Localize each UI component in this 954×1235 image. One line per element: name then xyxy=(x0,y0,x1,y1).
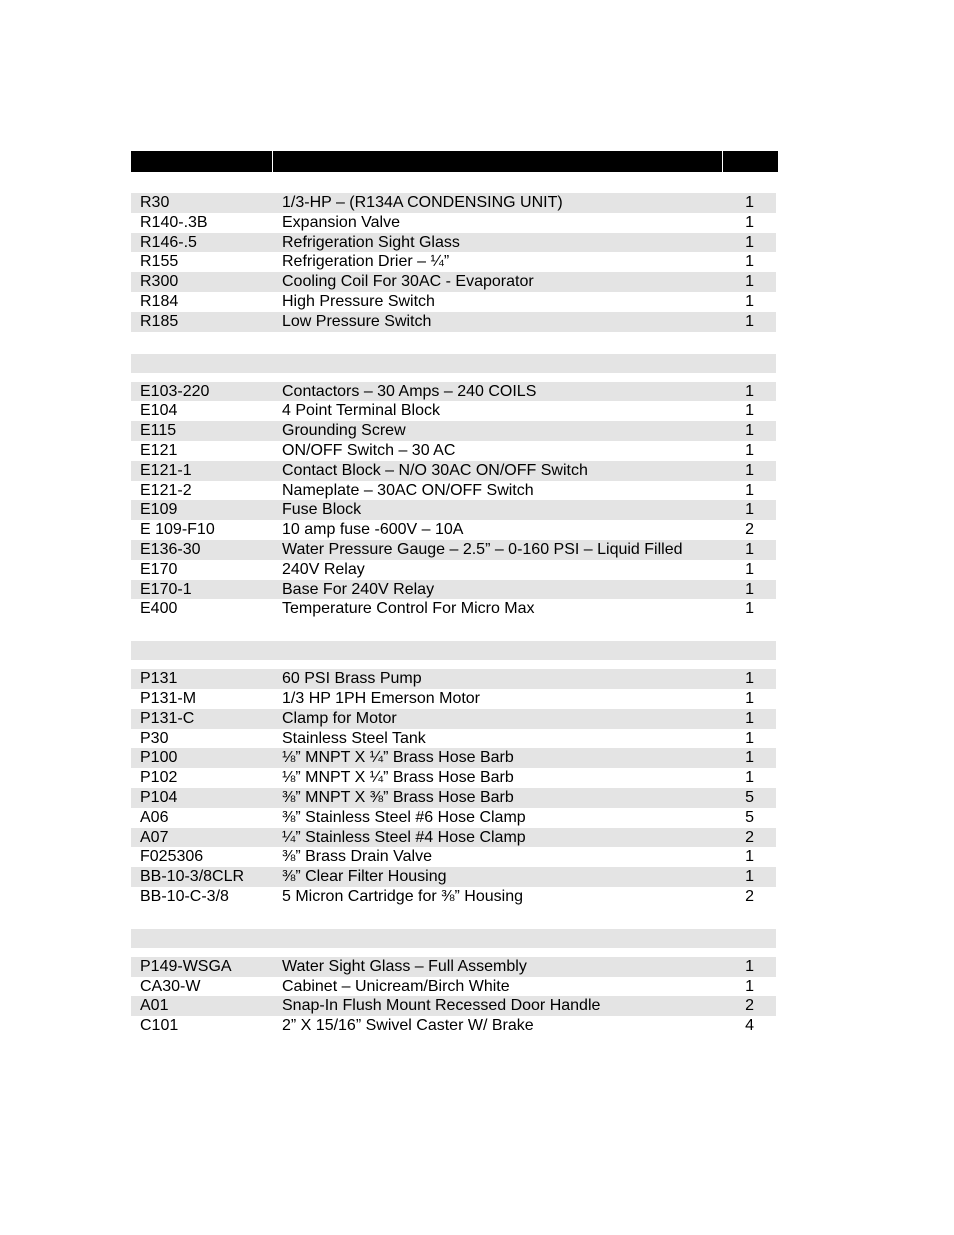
parts-section xyxy=(131,929,778,1036)
part-description: ON/OFF Switch – 30 AC xyxy=(282,441,456,459)
part-description: High Pressure Switch xyxy=(282,292,435,310)
part-description: 2” X 15/16” Swivel Caster W/ Brake xyxy=(282,1017,534,1035)
part-description: Nameplate – 30AC ON/OFF Switch xyxy=(282,481,534,499)
part-number: R155 xyxy=(140,253,179,271)
table-row xyxy=(131,580,776,600)
part-description: Refrigeration Drier – ¼” xyxy=(282,253,450,271)
part-quantity: 1 xyxy=(745,670,754,688)
part-description: Base For 240V Relay xyxy=(282,580,435,598)
part-quantity: 1 xyxy=(745,253,754,271)
part-quantity: 1 xyxy=(745,292,754,310)
table-row xyxy=(131,292,776,312)
part-description: ⅜” MNPT X ⅜” Brass Hose Barb xyxy=(282,788,514,806)
part-quantity: 1 xyxy=(745,233,754,251)
part-number: P30 xyxy=(140,729,169,747)
part-quantity: 1 xyxy=(745,977,754,995)
part-quantity: 1 xyxy=(745,540,754,558)
parts-section xyxy=(131,641,778,907)
sections-container xyxy=(131,193,778,1036)
part-quantity: 1 xyxy=(745,580,754,598)
table-row xyxy=(131,252,776,272)
part-description: Clamp for Motor xyxy=(282,709,397,727)
part-quantity: 1 xyxy=(745,600,754,618)
table-row xyxy=(131,828,776,848)
part-quantity: 2 xyxy=(745,521,754,539)
part-number: E103-220 xyxy=(140,382,210,400)
part-description: ⅜” Stainless Steel #6 Hose Clamp xyxy=(282,808,526,826)
part-description: Refrigeration Sight Glass xyxy=(282,233,460,251)
table-row xyxy=(131,768,776,788)
part-description: ⅜” Clear Filter Housing xyxy=(282,868,447,886)
table-row xyxy=(131,421,776,441)
part-description: Low Pressure Switch xyxy=(282,312,432,330)
section-header-bar xyxy=(131,354,776,373)
table-row xyxy=(131,709,776,729)
part-number: R146-.5 xyxy=(140,233,197,251)
table-row xyxy=(131,996,776,1016)
part-quantity: 1 xyxy=(745,481,754,499)
part-quantity: 1 xyxy=(745,422,754,440)
table-row xyxy=(131,867,776,887)
part-quantity: 5 xyxy=(745,788,754,806)
part-quantity: 2 xyxy=(745,887,754,905)
table-row xyxy=(131,233,776,253)
section-header-bar xyxy=(131,929,776,948)
part-number: C101 xyxy=(140,1017,179,1035)
part-description: Temperature Control For Micro Max xyxy=(282,600,535,618)
parts-table xyxy=(131,151,778,1036)
part-number: P104 xyxy=(140,788,178,806)
part-description: ⅜” Brass Drain Valve xyxy=(282,848,432,866)
part-description: ⅛” MNPT X ¼” Brass Hose Barb xyxy=(282,749,514,767)
part-description: Contactors – 30 Amps – 240 COILS xyxy=(282,382,537,400)
table-row xyxy=(131,748,776,768)
part-number: P100 xyxy=(140,749,178,767)
table-row xyxy=(131,193,776,213)
part-quantity: 1 xyxy=(745,273,754,291)
part-description: Stainless Steel Tank xyxy=(282,729,426,747)
part-quantity: 1 xyxy=(745,769,754,787)
part-quantity: 5 xyxy=(745,808,754,826)
part-description: ¼” Stainless Steel #4 Hose Clamp xyxy=(282,828,526,846)
part-description: 10 amp fuse -600V – 10A xyxy=(282,521,464,539)
part-number: A07 xyxy=(140,828,169,846)
part-number: E109 xyxy=(140,501,178,519)
part-quantity: 1 xyxy=(745,402,754,420)
part-quantity: 2 xyxy=(745,997,754,1015)
table-header-bar xyxy=(131,151,778,172)
part-number: A06 xyxy=(140,808,169,826)
part-number: P131 xyxy=(140,670,178,688)
part-number: E121-2 xyxy=(140,481,192,499)
table-row xyxy=(131,520,776,540)
part-number: P131-M xyxy=(140,689,197,707)
part-quantity: 1 xyxy=(745,749,754,767)
parts-section xyxy=(131,354,778,620)
part-quantity: 1 xyxy=(745,461,754,479)
part-quantity: 1 xyxy=(745,560,754,578)
part-description: 5 Micron Cartridge for ⅜” Housing xyxy=(282,887,523,905)
part-quantity: 1 xyxy=(745,441,754,459)
part-description: Grounding Screw xyxy=(282,422,406,440)
table-row xyxy=(131,401,776,421)
part-description: 4 Point Terminal Block xyxy=(282,402,440,420)
part-number: E121-1 xyxy=(140,461,192,479)
part-number: R184 xyxy=(140,292,179,310)
part-number: E170-1 xyxy=(140,580,192,598)
table-row xyxy=(131,729,776,749)
part-number: A01 xyxy=(140,997,169,1015)
part-number: E136-30 xyxy=(140,540,201,558)
table-row xyxy=(131,500,776,520)
table-row xyxy=(131,977,776,997)
table-row xyxy=(131,272,776,292)
part-number: R140-.3B xyxy=(140,213,208,231)
table-row xyxy=(131,847,776,867)
table-row xyxy=(131,461,776,481)
part-quantity: 1 xyxy=(745,868,754,886)
table-row xyxy=(131,540,776,560)
part-number: E121 xyxy=(140,441,178,459)
part-number: BB-10-C-3/8 xyxy=(140,887,229,905)
part-number: E115 xyxy=(140,422,177,440)
table-row xyxy=(131,669,776,689)
part-quantity: 1 xyxy=(745,194,754,211)
table-row xyxy=(131,312,776,332)
part-number: BB-10-3/8CLR xyxy=(140,868,245,886)
part-quantity: 1 xyxy=(745,848,754,866)
table-row xyxy=(131,441,776,461)
part-number: CA30-W xyxy=(140,977,201,995)
table-row xyxy=(131,957,776,977)
part-description: 240V Relay xyxy=(282,560,365,578)
part-description: Fuse Block xyxy=(282,501,362,519)
part-number: P102 xyxy=(140,769,178,787)
part-description: ⅛” MNPT X ¼” Brass Hose Barb xyxy=(282,769,514,787)
table-row xyxy=(131,887,776,907)
table-row xyxy=(131,788,776,808)
part-quantity: 1 xyxy=(745,501,754,519)
table-row xyxy=(131,560,776,580)
part-description: 1/3-HP – (R134A CONDENSING UNIT) xyxy=(282,194,563,211)
part-quantity: 1 xyxy=(745,689,754,707)
part-quantity: 1 xyxy=(745,957,754,975)
part-number: R30 xyxy=(140,194,170,211)
part-quantity: 4 xyxy=(745,1017,754,1035)
part-number: P131-C xyxy=(140,709,195,727)
part-quantity: 2 xyxy=(745,828,754,846)
part-number: R300 xyxy=(140,273,179,291)
part-description: Water Sight Glass – Full Assembly xyxy=(282,957,527,975)
table-row xyxy=(131,808,776,828)
header-cell-description xyxy=(273,151,722,172)
table-row xyxy=(131,689,776,709)
part-description: 60 PSI Brass Pump xyxy=(282,670,422,688)
part-description: Expansion Valve xyxy=(282,213,400,231)
table-row xyxy=(131,382,776,402)
section-header-bar xyxy=(131,641,776,660)
header-cell-part xyxy=(131,151,272,172)
header-cell-qty xyxy=(723,151,778,172)
part-quantity: 1 xyxy=(745,729,754,747)
part-quantity: 1 xyxy=(745,382,754,400)
part-quantity: 1 xyxy=(745,213,754,231)
part-number: E400 xyxy=(140,600,178,618)
part-quantity: 1 xyxy=(745,709,754,727)
part-description: 1/3 HP 1PH Emerson Motor xyxy=(282,689,481,707)
part-description: Contact Block – N/O 30AC ON/OFF Switch xyxy=(282,461,588,479)
part-quantity: 1 xyxy=(745,312,754,330)
part-number: E104 xyxy=(140,402,178,420)
table-row xyxy=(131,213,776,233)
part-description: Cooling Coil For 30AC - Evaporator xyxy=(282,273,534,291)
table-row xyxy=(131,481,776,501)
table-row xyxy=(131,599,776,619)
part-number: R185 xyxy=(140,312,179,330)
part-number: P149-WSGA xyxy=(140,957,232,975)
part-description: Water Pressure Gauge – 2.5” – 0-160 PSI – Liquid Filled xyxy=(282,540,683,558)
part-number: E 109-F10 xyxy=(140,521,215,539)
table-row xyxy=(131,1016,776,1036)
parts-section xyxy=(131,193,778,332)
part-description: Snap-In Flush Mount Recessed Door Handle xyxy=(282,997,601,1015)
part-number: F025306 xyxy=(140,848,204,866)
part-number: E170 xyxy=(140,560,178,578)
part-description: Cabinet – Unicream/Birch White xyxy=(282,977,510,995)
